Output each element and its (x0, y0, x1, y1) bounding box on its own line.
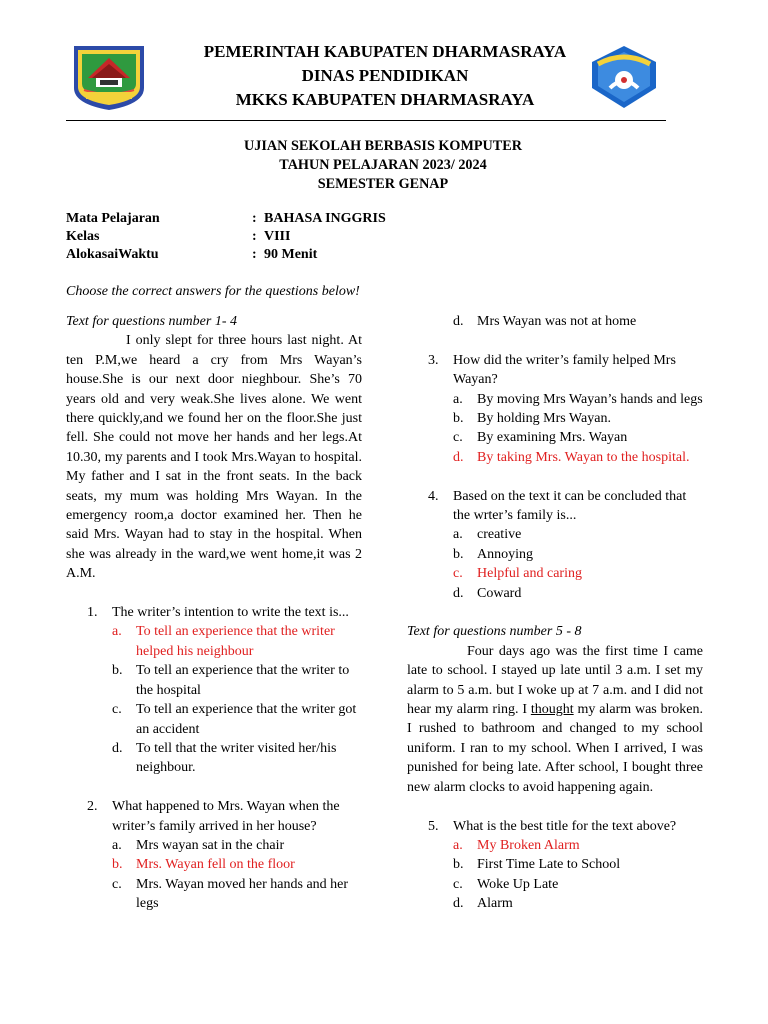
answer-options (453, 836, 703, 914)
option-text: Woke Up Late (477, 876, 559, 892)
option-c[interactable] (453, 875, 703, 894)
option-letter: c. (112, 876, 122, 892)
header-divider (66, 120, 666, 121)
option-text: By taking Mrs. Wayan to the hospital. (477, 449, 690, 465)
info-label-subject: Mata Pelajaran (66, 211, 160, 226)
instruction: Choose the correct answers for the questions below! (66, 284, 360, 299)
text2-body-part2: my alarm was broken. I rushed to bathroom and changed to my school uniform. I ran to my school. When I arrived, I was punished for being late. After school, I bought three new alarm clocks to avoid happening again. (407, 702, 703, 795)
tut-wuri-handayani-logo (588, 44, 660, 110)
option-text: My Broken Alarm (477, 837, 580, 853)
question-text: What happened to Mrs. Wayan when the writer’s family arrived in her house? (112, 799, 340, 834)
text2-body (407, 642, 703, 797)
info-sep-time: : (252, 247, 257, 262)
question-number: 2. (87, 799, 98, 815)
option-text: First Time Late to School (477, 857, 621, 873)
option-text: Mrs. Wayan moved her hands and her legs (136, 876, 349, 912)
option-c[interactable] (112, 875, 362, 914)
header-line-2: DINAS PENDIDIKAN (301, 66, 469, 85)
option-d[interactable] (112, 739, 362, 778)
question-text: The writer’s intention to write the text is... (112, 605, 349, 621)
questions-right (407, 351, 703, 603)
option-a[interactable] (453, 390, 703, 409)
option-letter: c. (453, 430, 463, 446)
option-letter: c. (453, 566, 463, 582)
option-letter: a. (453, 527, 463, 543)
info-sep-subject: : (252, 211, 257, 226)
header-line-1: PEMERINTAH KABUPATEN DHARMASRAYA (203, 42, 567, 61)
answer-options (453, 525, 703, 603)
text1-body: I only slept for three hours last night. At ten P.M,we heard a cry from Mrs Wayan’s house.She is our next door nieghbour. She’s 70 years old and very weak.She lives alone. We went there quickly,and we found her on the floor.She just fell. She could not move her hands and her legs.At 10.30, my parents and I took Mrs.Wayan to hospital. My father and I sat in the front seats. In the back seats, my mum was holding Mrs Wayan. In the emergency room,a doctor examined her. Then he said Mrs. Wayan had to stay in the hospital. When she was already in the ward,we went home,it was 2 A.M. (66, 333, 362, 582)
option-d[interactable] (453, 584, 703, 603)
question-number: 4. (428, 488, 439, 504)
option-b[interactable] (453, 409, 703, 428)
dharmasraya-logo (70, 44, 148, 112)
option-text: To tell an experience that the writer to the hospital (136, 663, 350, 698)
info-sep-class: : (252, 229, 257, 244)
option-b[interactable] (453, 545, 703, 564)
text2-underlined-word: thought (530, 702, 574, 718)
option-c[interactable] (112, 700, 362, 739)
option-text: Coward (477, 585, 522, 601)
option-letter: a. (453, 391, 463, 407)
option-letter: b. (453, 411, 464, 427)
option-d[interactable] (453, 894, 703, 913)
question-1 (66, 603, 362, 778)
option-letter: d. (453, 585, 464, 601)
option-d[interactable] (453, 448, 703, 467)
text1-heading: Text for questions number 1- 4 (66, 314, 237, 329)
option-text: Helpful and caring (477, 566, 582, 582)
option-a[interactable] (112, 836, 362, 855)
option-letter: b. (453, 546, 464, 562)
option-text: Annoying (477, 546, 533, 562)
questions-left (66, 603, 362, 913)
exam-title-3: SEMESTER GENAP (317, 176, 449, 192)
option-text: By holding Mrs Wayan. (477, 411, 611, 427)
answer-options (453, 390, 703, 468)
option-letter: c. (112, 702, 122, 718)
option-letter: b. (112, 663, 123, 679)
option-text: By examining Mrs. Wayan (477, 430, 628, 446)
info-value-class: VIII (264, 229, 291, 244)
right-column (407, 312, 703, 914)
option-q2-d (453, 312, 703, 331)
option-letter: b. (112, 857, 123, 873)
question-4 (407, 487, 703, 603)
text2-body-part1: Four days ago was the first time I came late to school. I stayed up late until 3 a.m. I set my alarm to 5 a.m. but I woke up at 7 a.m. and I did not hear my alarm ring. I (407, 643, 703, 718)
option-letter: d. (453, 314, 464, 329)
dharmasraya-emblem-icon (70, 44, 148, 112)
option-text: creative (477, 527, 522, 543)
option-text: To tell that the writer visited her/his neighbour. (136, 740, 337, 776)
exam-title-1: UJIAN SEKOLAH BERBASIS KOMPUTER (244, 138, 522, 154)
option-a[interactable] (453, 525, 703, 544)
option-text: Mrs. Wayan fell on the floor (136, 857, 295, 873)
option-text: Mrs Wayan was not at home (477, 314, 637, 329)
option-text: By moving Mrs Wayan’s hands and legs (477, 391, 703, 407)
tut-wuri-handayani-icon (588, 44, 660, 110)
option-letter: a. (453, 837, 463, 853)
exam-title-2: TAHUN PELAJARAN 2023/ 2024 (279, 157, 487, 173)
option-letter: d. (112, 740, 123, 756)
option-b[interactable] (112, 661, 362, 700)
option-letter: c. (453, 876, 463, 892)
question-2 (66, 797, 362, 913)
question-5 (407, 817, 703, 914)
option-b[interactable] (453, 855, 703, 874)
answer-options (112, 622, 362, 777)
question-3 (407, 351, 703, 467)
text2-heading: Text for questions number 5 - 8 (407, 624, 582, 640)
option-a[interactable] (453, 836, 703, 855)
option-letter: d. (453, 896, 464, 912)
info-label-class: Kelas (66, 229, 100, 244)
option-letter: a. (112, 624, 122, 640)
question-text: How did the writer’s family helped Mrs Wayan? (453, 352, 676, 388)
question-5-block (407, 817, 703, 914)
header-line-3: MKKS KABUPATEN DHARMASRAYA (235, 90, 535, 109)
option-text: Mrs wayan sat in the chair (136, 837, 285, 853)
question-text: What is the best title for the text above? (453, 818, 677, 834)
option-text: Alarm (477, 896, 513, 912)
answer-options (112, 836, 362, 914)
info-label-time: AlokasaiWaktu (66, 247, 159, 262)
option-text: To tell an experience that the writer helped his neighbour (136, 624, 335, 659)
option-letter: a. (112, 837, 122, 853)
question-text: Based on the text it can be concluded that the wrter’s family is... (453, 488, 687, 524)
option-c[interactable] (453, 564, 703, 583)
option-c[interactable] (453, 428, 703, 447)
option-a[interactable] (112, 622, 362, 661)
question-number: 5. (428, 818, 439, 834)
info-value-subject: BAHASA INGGRIS (264, 211, 386, 226)
info-value-time: 90 Menit (264, 247, 318, 262)
option-letter: b. (453, 857, 464, 873)
question-number: 3. (428, 352, 439, 368)
option-letter: d. (453, 449, 464, 465)
left-column (66, 312, 362, 914)
question-number: 1. (87, 605, 98, 621)
option-b[interactable] (112, 855, 362, 874)
option-text: To tell an experience that the writer got an accident (136, 702, 357, 737)
